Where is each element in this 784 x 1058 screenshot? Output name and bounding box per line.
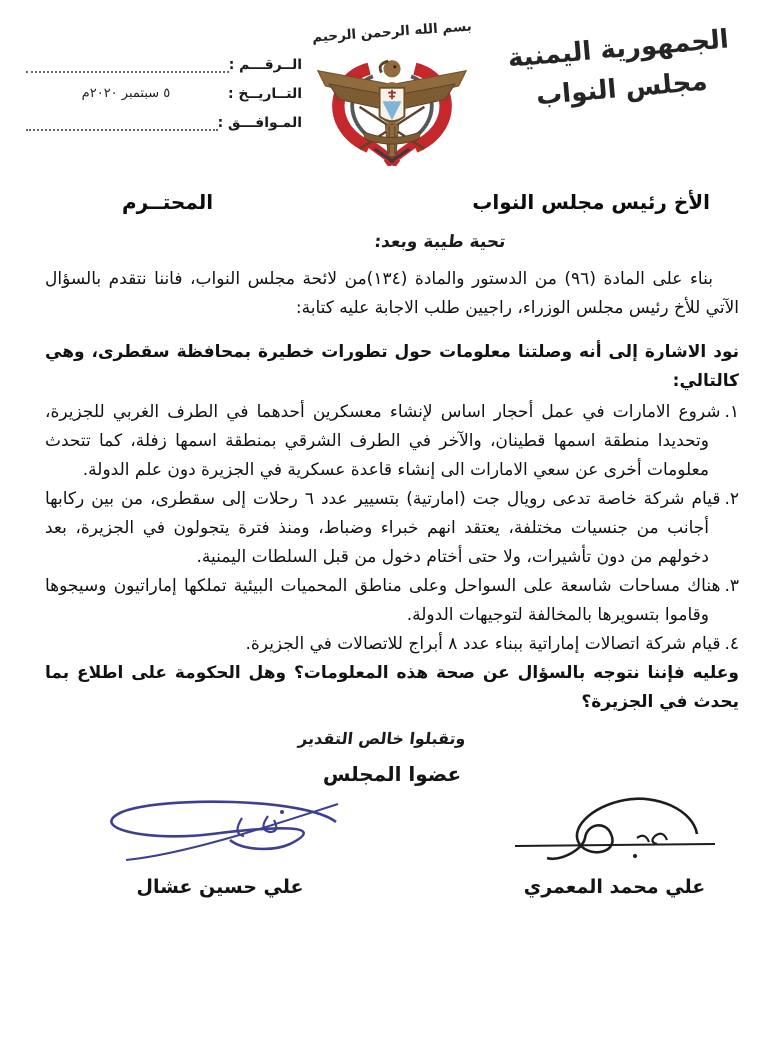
signature-ink-almaamari <box>507 788 722 872</box>
list-item <box>45 630 739 659</box>
notice-paragraph: نود الاشارة إلى أنه وصلتنا معلومات حول تطورات خطيرة بمحافظة سقطرى، وهي كالتالي: <box>45 342 739 391</box>
item-text: شروع الامارات في عمل أحجار اساس لإنشاء معسكرين أحدهما في الطرف الغربي للجزيرة، وتحديدا منطقة اسمها قطينان، والآخر في الطرف الشرقي بمنطقة اسمها زفلة، كما تتحدث معلومات أخرى عن سعي الامارات الى إنشاء قاعدة عسكرية في الجزيرة دون علم الدولة. <box>45 402 721 480</box>
honorific: المحتــرم <box>122 190 214 214</box>
list-item <box>45 485 739 572</box>
signature-name-almaamari: علي محمد المعمري <box>523 876 706 898</box>
field-date-label: التــاريــخ : <box>227 86 302 102</box>
letter-body <box>0 265 784 717</box>
signature-block-almaamari <box>507 788 722 898</box>
signature-icon <box>507 788 722 872</box>
org-title-republic: الجمهورية اليمنية <box>506 24 730 74</box>
item-number: ١. <box>724 402 739 422</box>
field-date <box>26 81 302 102</box>
salutation-row <box>0 190 784 214</box>
item-text: قيام شركة خاصة تدعى رويال جت (امارتية) بتسيير عدد ٦ رحلات إلى سقطرى، من بين ركابها أجانب من جنسيات مختلفة، يعتقد انهم خبراء وضباط، ومنذ فترة يتجولون في الجزيرة، بعد دخولهم من دون تأشيرات، ولا حتى أختام دخول من قبل السلطات اليمنية. <box>45 489 721 567</box>
letterhead <box>0 0 784 178</box>
closing-courtesy: وتقبلوا خالص التقدير <box>297 729 467 748</box>
members-title: عضوا المجلس <box>322 762 462 786</box>
item-text: قيام شركة اتصالات إماراتية ببناء عدد ٨ أبراج للاتصالات في الجزيرة. <box>245 634 721 654</box>
field-number <box>26 52 302 73</box>
intro-paragraph: بناء على المادة (٩٦) من الدستور والمادة (١٣٤)من لائحة مجلس النواب، فاننا نتقدم بالسؤال الآتي للأخ رئيس مجلس الوزراء، راجيين طلب الاجابة عليه كتابة: <box>45 269 739 318</box>
list-item <box>45 398 739 485</box>
item-number: ٢. <box>724 489 740 509</box>
question-paragraph: وعليه فإننا نتوجه بالسؤال عن صحة هذه المعلومات؟ وهل الحكومة على اطلاع بما يحدث في الجزيرة؟ <box>45 663 739 712</box>
field-number-value <box>26 57 229 73</box>
item-text: هناك مساحات شاسعة على السواحل وعلى مناطق المحميات البيئية تملكها إماراتيون وسيجوها وقاموا بتسويرها بالمخالفة لتوجيهات الدولة. <box>45 576 721 625</box>
signature-block-ashal <box>92 788 348 898</box>
field-date-value: ٥ سبتمبر ٢٠٢٠م <box>81 86 171 101</box>
yemen-eagle-emblem-icon <box>306 44 478 166</box>
field-corresponding-value <box>26 115 218 131</box>
numbered-list <box>45 398 739 659</box>
addressee-title: الأخ رئيس مجلس النواب <box>472 190 710 214</box>
reference-fields <box>26 52 302 139</box>
bismillah-calligraphy: بسم الله الرحمن الرحيم <box>311 18 473 46</box>
field-number-label: الــرقـــم : <box>228 57 302 73</box>
signature-name-ashal: علي حسين عشال <box>136 876 304 898</box>
signatures-row <box>0 788 784 898</box>
signature-ink-ashal <box>92 788 348 872</box>
field-corresponding-label: المـوافـــق : <box>217 115 302 131</box>
signature-icon <box>92 788 348 872</box>
organization-title <box>468 21 773 117</box>
list-item <box>45 572 739 630</box>
item-number: ٣. <box>724 576 739 596</box>
item-number: ٤. <box>724 634 739 654</box>
field-corresponding <box>26 110 302 131</box>
org-title-parliament: مجلس النواب <box>534 66 709 112</box>
emblem-block <box>292 18 492 170</box>
greeting-line: تحية طيبة وبعد: <box>373 232 507 252</box>
